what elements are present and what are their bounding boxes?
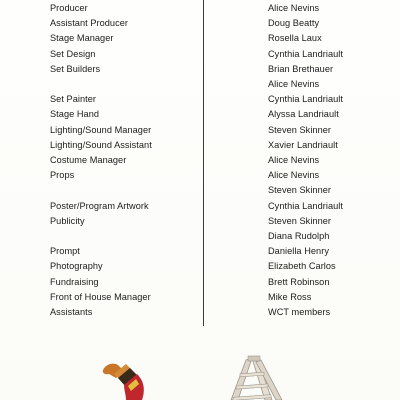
credit-name: Steven Skinner [268, 215, 332, 226]
credit-name: Cynthia Landriault [268, 48, 343, 59]
credit-name: Mike Ross [268, 291, 312, 302]
credit-name: WCT members [268, 307, 331, 317]
credit-name: Diana Rudolph [268, 231, 330, 241]
credit-role: Stage Hand [50, 109, 100, 120]
credit-name: Cynthia Landriault [268, 94, 343, 105]
credit-name: Steven Skinner [268, 185, 332, 196]
credit-role: Front of House Manager [50, 291, 151, 302]
credit-role: Set Builders [50, 63, 101, 74]
credit-name: Alice Nevins [268, 79, 320, 89]
credit-role: Lighting/Sound Assistant [50, 139, 152, 150]
credit-name: Brett Robinson [268, 276, 330, 287]
credit-role: Set Design [50, 48, 96, 59]
credit-role: Props [50, 170, 75, 181]
credit-role: Prompt [50, 246, 80, 257]
column-divider [203, 0, 204, 326]
credit-role: Poster/Program Artwork [50, 200, 149, 211]
credit-name: Alice Nevins [268, 3, 320, 13]
credit-name: Xavier Landriault [268, 139, 338, 150]
credit-role: Costume Manager [50, 155, 127, 165]
ladder-icon [231, 356, 282, 400]
credit-role: Producer [50, 3, 88, 13]
credit-name: Cynthia Landriault [268, 200, 343, 211]
paint-brush-icon [103, 364, 144, 400]
credit-role: Photography [50, 261, 103, 272]
credit-role: Fundraising [50, 276, 99, 287]
credit-name: Doug Beatty [268, 18, 320, 29]
credit-role: Assistant Producer [50, 18, 129, 29]
credit-name: Alice Nevins [268, 170, 320, 181]
credit-name: Alyssa Landriault [268, 109, 339, 120]
credit-name: Elizabeth Carlos [268, 261, 336, 272]
credit-role: Stage Manager [50, 33, 114, 44]
credit-name: Rosella Laux [268, 33, 322, 44]
credit-name: Brian Brethauer [268, 63, 334, 74]
credit-name: Steven Skinner [268, 124, 332, 135]
credit-name: Daniella Henry [268, 246, 329, 257]
credit-role: Publicity [50, 215, 85, 226]
credit-name: Alice Nevins [268, 155, 320, 165]
bottom-illustrations [0, 340, 400, 400]
credit-role: Lighting/Sound Manager [50, 124, 152, 135]
credit-role: Set Painter [50, 94, 97, 105]
credit-role: Assistants [50, 307, 93, 317]
